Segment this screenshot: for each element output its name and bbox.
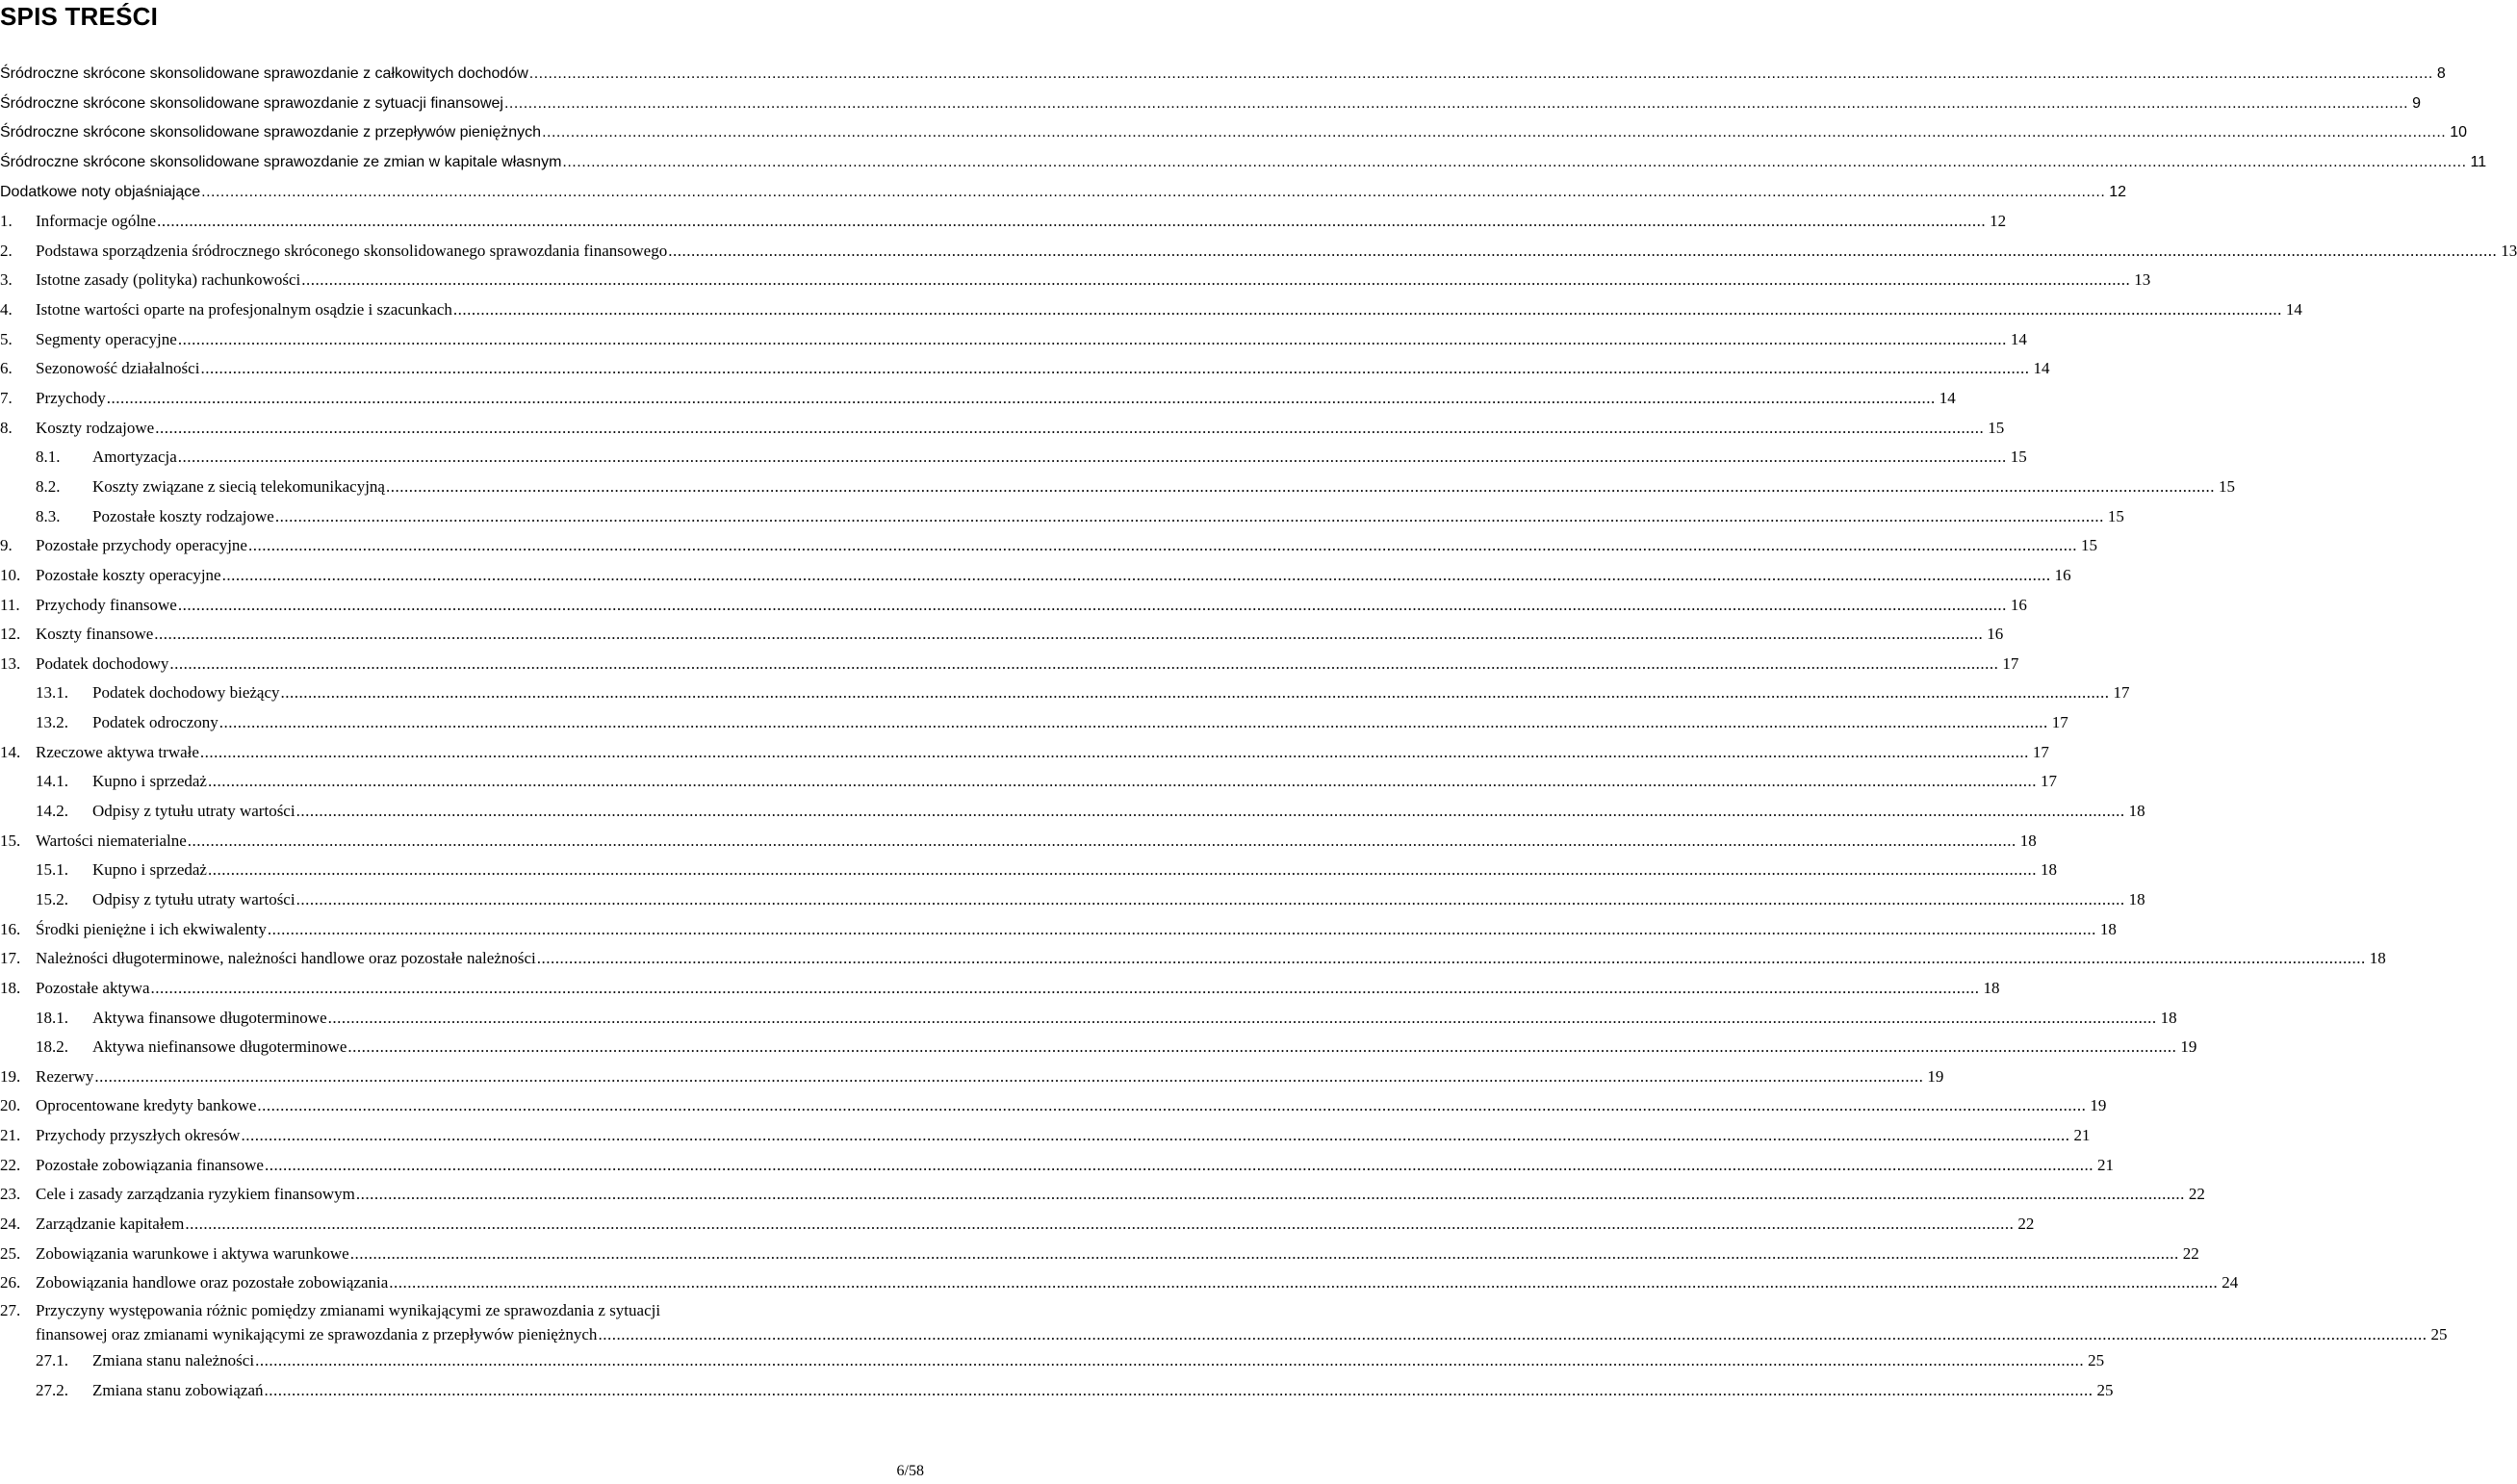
toc-entry-number: 18.2. xyxy=(36,1037,68,1057)
toc-entry-number: 5. xyxy=(0,329,13,348)
toc-leader-dots: ................................................................................................................................................................................................................................................................................................................................................................................................................ xyxy=(157,212,1987,231)
toc-leader-dots: ................................................................................................................................................................................................................................................................................................................................................................................................................ xyxy=(150,978,1980,997)
toc-entry-page: 17 xyxy=(2002,653,2019,673)
toc-entry-page: 17 xyxy=(2032,742,2049,761)
toc-leader-dots: ................................................................................................................................................................................................................................................................................................................................................................................................................ xyxy=(301,270,2131,290)
toc-entry[interactable] xyxy=(0,1062,1944,1092)
toc-leader-dots: ................................................................................................................................................................................................................................................................................................................................................................................................................ xyxy=(187,831,2016,850)
toc-leader-dots: ................................................................................................................................................................................................................................................................................................................................................................................................................ xyxy=(668,241,2498,260)
toc-entry-label: Podatek dochodowy xyxy=(36,653,169,673)
toc-entry-number: 8.2. xyxy=(36,476,61,496)
toc-entry-number: 11. xyxy=(0,595,20,614)
toc-leader-dots: ................................................................................................................................................................................................................................................................................................................................................................................................................ xyxy=(267,919,2096,938)
toc-entry-page: 25 xyxy=(2096,1380,2114,1399)
toc-leader-dots: ................................................................................................................................................................................................................................................................................................................................................................................................................ xyxy=(241,1126,2070,1145)
toc-leader-dots: ................................................................................................................................................................................................................................................................................................................................................................................................................ xyxy=(264,1155,2093,1174)
toc-entry[interactable] xyxy=(0,295,2302,325)
toc-leader-dots: ................................................................................................................................................................................................................................................................................................................................................................................................................ xyxy=(295,802,2125,821)
toc-entry-page: 9 xyxy=(2412,94,2421,112)
toc-entry-number: 6. xyxy=(0,359,13,378)
toc-entry-label: Podatek odroczony xyxy=(92,713,218,732)
toc-leader-dots: ................................................................................................................................................................................................................................................................................................................................................................................................................ xyxy=(169,653,1999,673)
toc-entry-page: 18 xyxy=(2040,860,2057,880)
toc-entry-label: Wartości niematerialne xyxy=(36,831,187,850)
toc-entry[interactable] xyxy=(0,797,2145,827)
toc-entry[interactable] xyxy=(0,1033,2197,1062)
toc-entry-label: Aktywa finansowe długoterminowe xyxy=(92,1008,327,1027)
toc-entry-number: 21. xyxy=(0,1126,21,1145)
toc-entry-page: 18 xyxy=(2128,802,2145,821)
toc-entry-page: 12 xyxy=(2109,183,2127,200)
toc-entry-page: 18 xyxy=(2099,919,2117,938)
toc-entry-label: Przychody xyxy=(36,389,106,408)
toc-leader-dots: ................................................................................................................................................................................................................................................................................................................................................................................................................ xyxy=(274,506,2104,525)
toc-entry-page: 8 xyxy=(2436,65,2446,82)
toc-entry-number: 26. xyxy=(0,1273,21,1292)
toc-entry-page: 24 xyxy=(2222,1273,2239,1292)
toc-entry-label: Podatek dochodowy bieżący xyxy=(92,683,280,703)
toc-entry-number: 13. xyxy=(0,653,21,673)
toc-entry[interactable] xyxy=(0,1180,2205,1210)
toc-entry-label: Pozostałe koszty rodzajowe xyxy=(92,506,274,525)
toc-entry[interactable] xyxy=(0,443,2027,473)
toc-entry[interactable] xyxy=(0,414,2005,444)
toc-entry-number: 15.2. xyxy=(36,889,68,908)
toc-leader-dots: ................................................................................................................................................................................................................................................................................................................................................................................................................ xyxy=(598,1324,2427,1343)
toc-entry-label: Przychody finansowe xyxy=(36,595,177,614)
toc-entry[interactable] xyxy=(0,178,2127,208)
toc-entry-number: 15. xyxy=(0,831,21,850)
toc-entry-number: 16. xyxy=(0,919,21,938)
toc-leader-dots: ................................................................................................................................................................................................................................................................................................................................................................................................................ xyxy=(207,772,2037,791)
table-of-contents xyxy=(0,60,2517,1405)
toc-entry-number: 10. xyxy=(0,565,21,584)
toc-entry-number: 25. xyxy=(0,1243,21,1263)
toc-entry[interactable] xyxy=(0,237,2517,267)
toc-entry[interactable] xyxy=(0,591,2027,621)
toc-entry-number: 12. xyxy=(0,625,21,644)
toc-entry[interactable] xyxy=(0,856,2057,885)
toc-leader-dots: ................................................................................................................................................................................................................................................................................................................................................................................................................ xyxy=(155,418,1985,437)
toc-leader-dots: ................................................................................................................................................................................................................................................................................................................................................................................................................ xyxy=(295,889,2125,908)
toc-entry-page: 13 xyxy=(2134,270,2151,290)
toc-leader-dots: ................................................................................................................................................................................................................................................................................................................................................................................................................ xyxy=(221,565,2051,584)
toc-entry-label: Śródroczne skrócone skonsolidowane sprawozdanie z całkowitych dochodów xyxy=(0,65,528,82)
toc-entry[interactable] xyxy=(0,708,2068,738)
toc-leader-dots: ................................................................................................................................................................................................................................................................................................................................................................................................................ xyxy=(542,124,2447,141)
toc-entry-number: 13.1. xyxy=(36,683,68,703)
toc-entry-label: Śródroczne skrócone skonsolidowane sprawozdanie z sytuacji finansowej xyxy=(0,94,503,112)
toc-entry-label: Istotne zasady (polityka) rachunkowości xyxy=(36,270,301,290)
toc-entry[interactable] xyxy=(0,90,2421,119)
toc-leader-dots: ................................................................................................................................................................................................................................................................................................................................................................................................................ xyxy=(185,1214,2015,1233)
toc-entry-page: 14 xyxy=(2033,359,2050,378)
toc-leader-dots: ................................................................................................................................................................................................................................................................................................................................................................................................................ xyxy=(218,713,2048,732)
toc-entry-page: 15 xyxy=(2218,476,2235,496)
toc-entry-label: Odpisy z tytułu utraty wartości xyxy=(92,802,295,821)
toc-entry[interactable] xyxy=(0,1240,2199,1269)
toc-entry-label: Koszty rodzajowe xyxy=(36,418,155,437)
toc-entry-label-continued: finansowej oraz zmianami wynikającymi ze sprawozdania z przepływów pieniężnych xyxy=(36,1324,598,1343)
toc-entry-number: 7. xyxy=(0,389,13,408)
toc-entry-page: 15 xyxy=(1988,418,2005,437)
toc-entry-number: 22. xyxy=(0,1155,21,1174)
toc-entry-label: Aktywa niefinansowe długoterminowe xyxy=(92,1037,347,1057)
toc-entry-number: 9. xyxy=(0,536,13,555)
toc-entry-label: Odpisy z tytułu utraty wartości xyxy=(92,889,295,908)
toc-entry-number: 2. xyxy=(0,241,13,260)
toc-entry-label: Pozostałe aktywa xyxy=(36,978,150,997)
toc-entry-label: Podstawa sporządzenia śródrocznego skróconego skonsolidowanego sprawozdania finansowego xyxy=(36,241,668,260)
toc-entry-number: 4. xyxy=(0,300,13,320)
toc-leader-dots: ................................................................................................................................................................................................................................................................................................................................................................................................................ xyxy=(255,1350,2085,1369)
page-title: SPIS TREŚCI xyxy=(0,2,159,31)
toc-entry-number: 17. xyxy=(0,949,21,968)
toc-entry-page: 18 xyxy=(2128,889,2145,908)
toc-entry-label: Koszty związane z siecią telekomunikacyjną xyxy=(92,476,385,496)
toc-entry-page: 13 xyxy=(2501,241,2517,260)
toc-entry-label: Pozostałe koszty operacyjne xyxy=(36,565,221,584)
toc-leader-dots: ................................................................................................................................................................................................................................................................................................................................................................................................................ xyxy=(177,448,2007,467)
toc-entry[interactable] xyxy=(0,148,2487,178)
toc-entry-label: Śródroczne skrócone skonsolidowane sprawozdanie ze zmian w kapitale własnym xyxy=(0,153,562,170)
toc-entry-page: 19 xyxy=(2090,1096,2107,1115)
toc-entry-number: 24. xyxy=(0,1214,21,1233)
toc-entry-label: Rezerwy xyxy=(36,1066,94,1086)
toc-entry-page: 17 xyxy=(2051,713,2068,732)
toc-entry-number: 1. xyxy=(0,212,13,231)
toc-entry[interactable] xyxy=(0,767,2057,797)
toc-entry-label: Koszty finansowe xyxy=(36,625,154,644)
toc-entry[interactable] xyxy=(0,531,2097,561)
toc-leader-dots: ................................................................................................................................................................................................................................................................................................................................................................................................................ xyxy=(106,389,1936,408)
toc-entry[interactable] xyxy=(0,1004,2177,1034)
toc-entry-page: 18 xyxy=(2160,1008,2177,1027)
toc-entry-label: Istotne wartości oparte na profesjonalnym osądzie i szacunkach xyxy=(36,300,452,320)
toc-entry-label: Sezonowość działalności xyxy=(36,359,200,378)
toc-entry-page: 14 xyxy=(2010,329,2027,348)
toc-entry-label: Przychody przyszłych okresów xyxy=(36,1126,241,1145)
toc-entry-page: 22 xyxy=(2188,1185,2205,1204)
toc-entry-page: 22 xyxy=(2182,1243,2199,1263)
toc-entry[interactable] xyxy=(0,827,2037,857)
toc-entry-page: 18 xyxy=(2019,831,2037,850)
toc-entry-page: 19 xyxy=(2180,1037,2197,1057)
toc-entry-page: 15 xyxy=(2010,448,2027,467)
toc-entry-page: 19 xyxy=(1927,1066,1944,1086)
toc-entry-page: 25 xyxy=(2430,1324,2448,1343)
toc-entry[interactable] xyxy=(0,944,2386,974)
toc-entry-number: 3. xyxy=(0,270,13,290)
toc-entry-page: 15 xyxy=(2080,536,2097,555)
toc-entry-label: Informacje ogólne xyxy=(36,212,157,231)
toc-entry-number: 8.1. xyxy=(36,448,61,467)
toc-entry[interactable] xyxy=(0,1091,2107,1121)
toc-leader-dots: ................................................................................................................................................................................................................................................................................................................................................................................................................ xyxy=(280,683,2110,703)
toc-leader-dots: ................................................................................................................................................................................................................................................................................................................................................................................................................ xyxy=(528,65,2433,82)
toc-leader-dots: ................................................................................................................................................................................................................................................................................................................................................................................................................ xyxy=(264,1380,2093,1399)
toc-entry-page: 11 xyxy=(2470,153,2487,170)
toc-leader-dots: ................................................................................................................................................................................................................................................................................................................................................................................................................ xyxy=(562,153,2467,170)
toc-entry-page: 12 xyxy=(1990,212,2007,231)
toc-entry-label: Rzeczowe aktywa trwałe xyxy=(36,742,199,761)
toc-entry-number: 8.3. xyxy=(36,506,61,525)
toc-leader-dots: ................................................................................................................................................................................................................................................................................................................................................................................................................ xyxy=(177,595,2007,614)
toc-entry-label: Segmenty operacyjne xyxy=(36,329,177,348)
toc-entry-label: Zmiana stanu należności xyxy=(92,1350,255,1369)
toc-entry[interactable] xyxy=(0,1210,2035,1240)
toc-leader-dots: ................................................................................................................................................................................................................................................................................................................................................................................................................ xyxy=(257,1096,2087,1115)
toc-leader-dots: ................................................................................................................................................................................................................................................................................................................................................................................................................ xyxy=(349,1243,2179,1263)
toc-entry[interactable] xyxy=(0,738,2049,768)
toc-entry-number: 14.1. xyxy=(36,772,68,791)
toc-leader-dots: ................................................................................................................................................................................................................................................................................................................................................................................................................ xyxy=(199,742,2029,761)
toc-entry-page: 10 xyxy=(2450,124,2467,141)
toc-entry-label: Pozostałe zobowiązania finansowe xyxy=(36,1155,264,1174)
toc-entry[interactable] xyxy=(0,1376,2114,1406)
toc-entry-number: 19. xyxy=(0,1066,21,1086)
toc-entry-number: 23. xyxy=(0,1185,21,1204)
toc-entry[interactable] xyxy=(0,561,2071,591)
toc-entry[interactable] xyxy=(0,1298,2448,1346)
toc-entry-page: 25 xyxy=(2088,1350,2105,1369)
toc-entry[interactable] xyxy=(0,678,2130,708)
toc-leader-dots: ................................................................................................................................................................................................................................................................................................................................................................................................................ xyxy=(207,860,2037,880)
toc-entry-page: 21 xyxy=(2073,1126,2091,1145)
toc-entry[interactable] xyxy=(0,620,2004,650)
toc-entry[interactable] xyxy=(0,885,2145,915)
toc-leader-dots: ................................................................................................................................................................................................................................................................................................................................................................................................................ xyxy=(503,94,2409,112)
toc-entry-number: 13.2. xyxy=(36,713,68,732)
toc-entry[interactable] xyxy=(0,1151,2114,1181)
toc-leader-dots: ................................................................................................................................................................................................................................................................................................................................................................................................................ xyxy=(347,1037,2177,1057)
toc-entry-page: 14 xyxy=(1939,389,1956,408)
toc-leader-dots: ................................................................................................................................................................................................................................................................................................................................................................................................................ xyxy=(452,300,2282,320)
toc-entry-page: 14 xyxy=(2285,300,2302,320)
toc-entry-page: 17 xyxy=(2040,772,2057,791)
toc-entry[interactable] xyxy=(0,915,2117,945)
toc-entry-label: Zobowiązania warunkowe i aktywa warunkowe xyxy=(36,1243,349,1263)
toc-entry[interactable] xyxy=(0,325,2027,355)
toc-entry[interactable] xyxy=(0,207,2007,237)
toc-leader-dots: ................................................................................................................................................................................................................................................................................................................................................................................................................ xyxy=(177,329,2007,348)
toc-entry-page: 16 xyxy=(2054,565,2071,584)
toc-leader-dots: ................................................................................................................................................................................................................................................................................................................................................................................................................ xyxy=(536,949,2366,968)
toc-entry-number: 14.2. xyxy=(36,802,68,821)
toc-entry-number: 27.2. xyxy=(36,1380,68,1399)
toc-entry-label: Zobowiązania handlowe oraz pozostałe zobowiązania xyxy=(36,1273,389,1292)
toc-entry-label: Cele i zasady zarządzania ryzykiem finansowym xyxy=(36,1185,355,1204)
toc-entry-page: 16 xyxy=(2010,595,2027,614)
toc-entry-number: 14. xyxy=(0,742,21,761)
toc-entry-label: Przyczyny występowania różnic pomiędzy zmianami wynikającymi ze sprawozdania z sytuacji xyxy=(36,1300,661,1319)
toc-entry-label: Śródroczne skrócone skonsolidowane sprawozdanie z przepływów pieniężnych xyxy=(0,124,542,141)
toc-entry-label: Dodatkowe noty objaśniające xyxy=(0,183,201,200)
toc-leader-dots: ................................................................................................................................................................................................................................................................................................................................................................................................................ xyxy=(154,625,1984,644)
toc-entry-page: 18 xyxy=(1983,978,2000,997)
toc-entry-label: Kupno i sprzedaż xyxy=(92,772,207,791)
toc-entry-number: 27.1. xyxy=(36,1350,68,1369)
toc-leader-dots: ................................................................................................................................................................................................................................................................................................................................................................................................................ xyxy=(385,476,2215,496)
toc-entry-label: Zmiana stanu zobowiązań xyxy=(92,1380,264,1399)
toc-entry[interactable] xyxy=(0,1121,2091,1151)
toc-entry-page: 22 xyxy=(2017,1214,2035,1233)
toc-entry-number: 20. xyxy=(0,1096,21,1115)
toc-entry-number: 27. xyxy=(0,1300,21,1319)
toc-entry-page: 18 xyxy=(2369,949,2386,968)
toc-entry-label: Kupno i sprzedaż xyxy=(92,860,207,880)
toc-entry-label: Oprocentowane kredyty bankowe xyxy=(36,1096,257,1115)
toc-entry-page: 21 xyxy=(2096,1155,2114,1174)
toc-entry[interactable] xyxy=(0,1346,2105,1376)
toc-entry[interactable] xyxy=(0,384,1956,414)
toc-entry[interactable] xyxy=(0,473,2235,502)
toc-entry-page: 15 xyxy=(2107,506,2124,525)
toc-entry[interactable] xyxy=(0,1268,2239,1298)
toc-entry[interactable] xyxy=(0,354,2050,384)
toc-leader-dots: ................................................................................................................................................................................................................................................................................................................................................................................................................ xyxy=(355,1185,2185,1204)
toc-entry[interactable] xyxy=(0,502,2124,532)
toc-entry-number: 8. xyxy=(0,418,13,437)
toc-leader-dots: ................................................................................................................................................................................................................................................................................................................................................................................................................ xyxy=(389,1273,2219,1292)
toc-leader-dots: ................................................................................................................................................................................................................................................................................................................................................................................................................ xyxy=(247,536,2077,555)
toc-entry-label: Pozostałe przychody operacyjne xyxy=(36,536,247,555)
toc-leader-dots: ................................................................................................................................................................................................................................................................................................................................................................................................................ xyxy=(94,1066,1924,1086)
toc-entry-number: 15.1. xyxy=(36,860,68,880)
toc-leader-dots: ................................................................................................................................................................................................................................................................................................................................................................................................................ xyxy=(200,359,2030,378)
toc-entry-number: 18.1. xyxy=(36,1008,68,1027)
toc-entry[interactable] xyxy=(0,974,2000,1004)
page-number: 6/58 xyxy=(896,1463,924,1479)
toc-entry-page: 17 xyxy=(2113,683,2130,703)
toc-entry-number: 18. xyxy=(0,978,21,997)
toc-leader-dots: ................................................................................................................................................................................................................................................................................................................................................................................................................ xyxy=(327,1008,2157,1027)
toc-entry-page: 16 xyxy=(1987,625,2004,644)
toc-entry[interactable] xyxy=(0,118,2467,148)
toc-entry-label: Środki pieniężne i ich ekwiwalenty xyxy=(36,919,267,938)
toc-entry-label: Należności długoterminowe, należności handlowe oraz pozostałe należności xyxy=(36,949,536,968)
toc-entry[interactable] xyxy=(0,650,2019,679)
toc-entry[interactable] xyxy=(0,60,2446,90)
toc-entry[interactable] xyxy=(0,266,2151,295)
toc-leader-dots: ................................................................................................................................................................................................................................................................................................................................................................................................................ xyxy=(201,183,2106,200)
toc-entry-label: Amortyzacja xyxy=(92,448,177,467)
toc-entry-label: Zarządzanie kapitałem xyxy=(36,1214,185,1233)
